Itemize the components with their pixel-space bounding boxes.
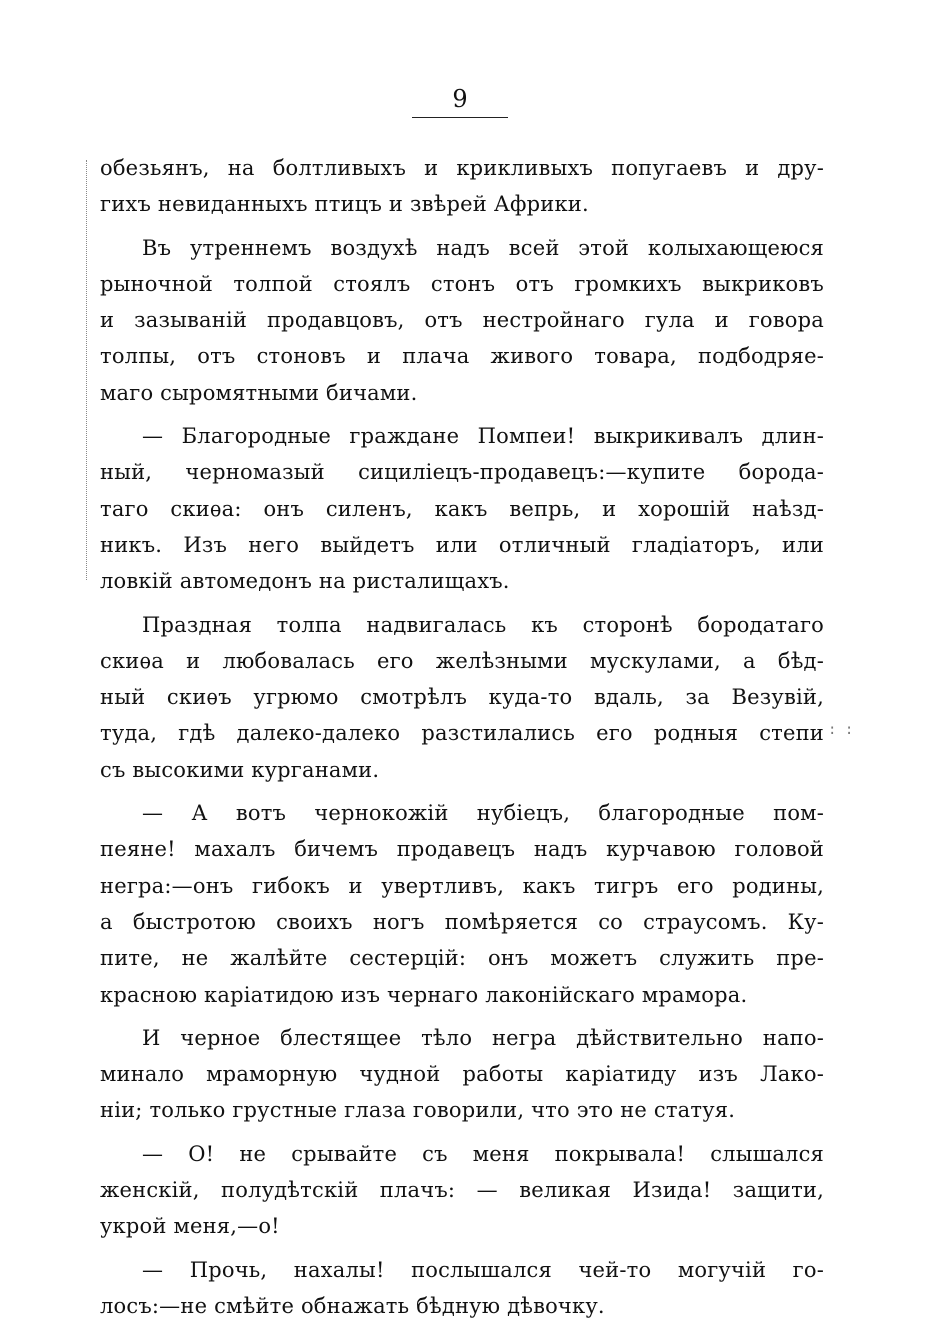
text-line: красною каріатидою изъ чернаго лаконійскаго мрамора. <box>100 982 748 1007</box>
text-line: туда, гдѣ далеко-далеко разстилались его родныя степи <box>100 721 824 746</box>
text-line: ловкій автомедонъ на ристалищахъ. <box>100 569 510 594</box>
text-line: Праздная толпа надвигалась къ сторонѣ бородатаго <box>142 612 824 637</box>
text-line: и зазываній продавцовъ, отъ нестройнаго гула и говора <box>100 308 824 333</box>
page-number-rule <box>412 117 508 118</box>
text-line: скиѳа и любовалась его желѣзными мускулами, а бѣд- <box>100 648 824 673</box>
text-line: ный, черномазый сициліецъ-продавецъ:—купите борода- <box>100 460 824 485</box>
margin-scan-marks <box>86 160 95 580</box>
text-line: а быстротою своихъ ногъ помѣряется со страусомъ. Ку- <box>100 909 824 934</box>
paragraph-gap <box>100 411 824 418</box>
text-line: рыночной толпой стоялъ стонъ отъ громкихъ выкриковъ <box>100 271 824 296</box>
paragraph-gap <box>100 1245 824 1252</box>
text-line: ный скиѳъ угрюмо смотрѣлъ куда-то вдаль, за Везувій, <box>100 685 824 710</box>
text-line: укрой меня,—о! <box>100 1214 280 1239</box>
paragraph-gap <box>100 223 824 230</box>
text-line: — Благородные граждане Помпеи! выкрикивалъ длин- <box>142 424 824 449</box>
text-line: маго сыромятными бичами. <box>100 380 418 405</box>
text-line: — А вотъ чернокожій нубіецъ, благородные пом- <box>142 801 824 826</box>
text-line: обезьянъ, на болтливыхъ и крикливыхъ попугаевъ и дру- <box>100 156 824 180</box>
text-line: — Прочь, нахалы! послышался чей-то могучій го- <box>142 1257 824 1282</box>
paragraph-gap <box>100 1013 824 1020</box>
text-line: — О! не срывайте съ меня покрывала! слышался <box>142 1141 824 1166</box>
paragraph-gap <box>100 1129 824 1136</box>
text-line: Въ утреннемъ воздухѣ надъ всей этой колыхающеюся <box>142 235 824 260</box>
body-text <box>100 150 824 1324</box>
text-line: никъ. Изъ него выйдетъ или отличный гладіаторъ, или <box>100 532 824 557</box>
text-line: таго скиѳа: онъ силенъ, какъ вепрь, и хорошій наѣзд- <box>100 496 824 521</box>
text-line: лосъ:—не смѣйте обнажать бѣдную дѣвочку. <box>100 1293 605 1318</box>
text-line: минало мраморную чудной работы каріатиду изъ Лако- <box>100 1062 824 1087</box>
edge-scan-marks: : : <box>828 722 854 738</box>
text-line: толпы, отъ стоновъ и плача живого товара, подбодряе- <box>100 344 824 369</box>
text-line: пите, не жалѣйте сестерцій: онъ можетъ служить пре- <box>100 946 824 971</box>
text-line: женскій, полудѣтскій плачъ: — великая Изида! защити, <box>100 1178 824 1203</box>
text-line: негра:—онъ гибокъ и увертливъ, какъ тигръ его родины, <box>100 873 824 898</box>
text-line: съ высокими курганами. <box>100 757 380 782</box>
text-line: И черное блестящее тѣло негра дѣйствительно напо- <box>142 1025 824 1050</box>
paragraph-gap <box>100 600 824 607</box>
text-line: пеяне! махалъ бичемъ продавецъ надъ курчавою головой <box>100 837 824 862</box>
text-line: ніи; только грустные глаза говорили, что это не статуя. <box>100 1098 736 1123</box>
text-line: гихъ невиданныхъ птицъ и звѣрей Африки. <box>100 192 589 217</box>
paragraph-gap <box>100 788 824 795</box>
page-number: 9 <box>452 85 468 113</box>
